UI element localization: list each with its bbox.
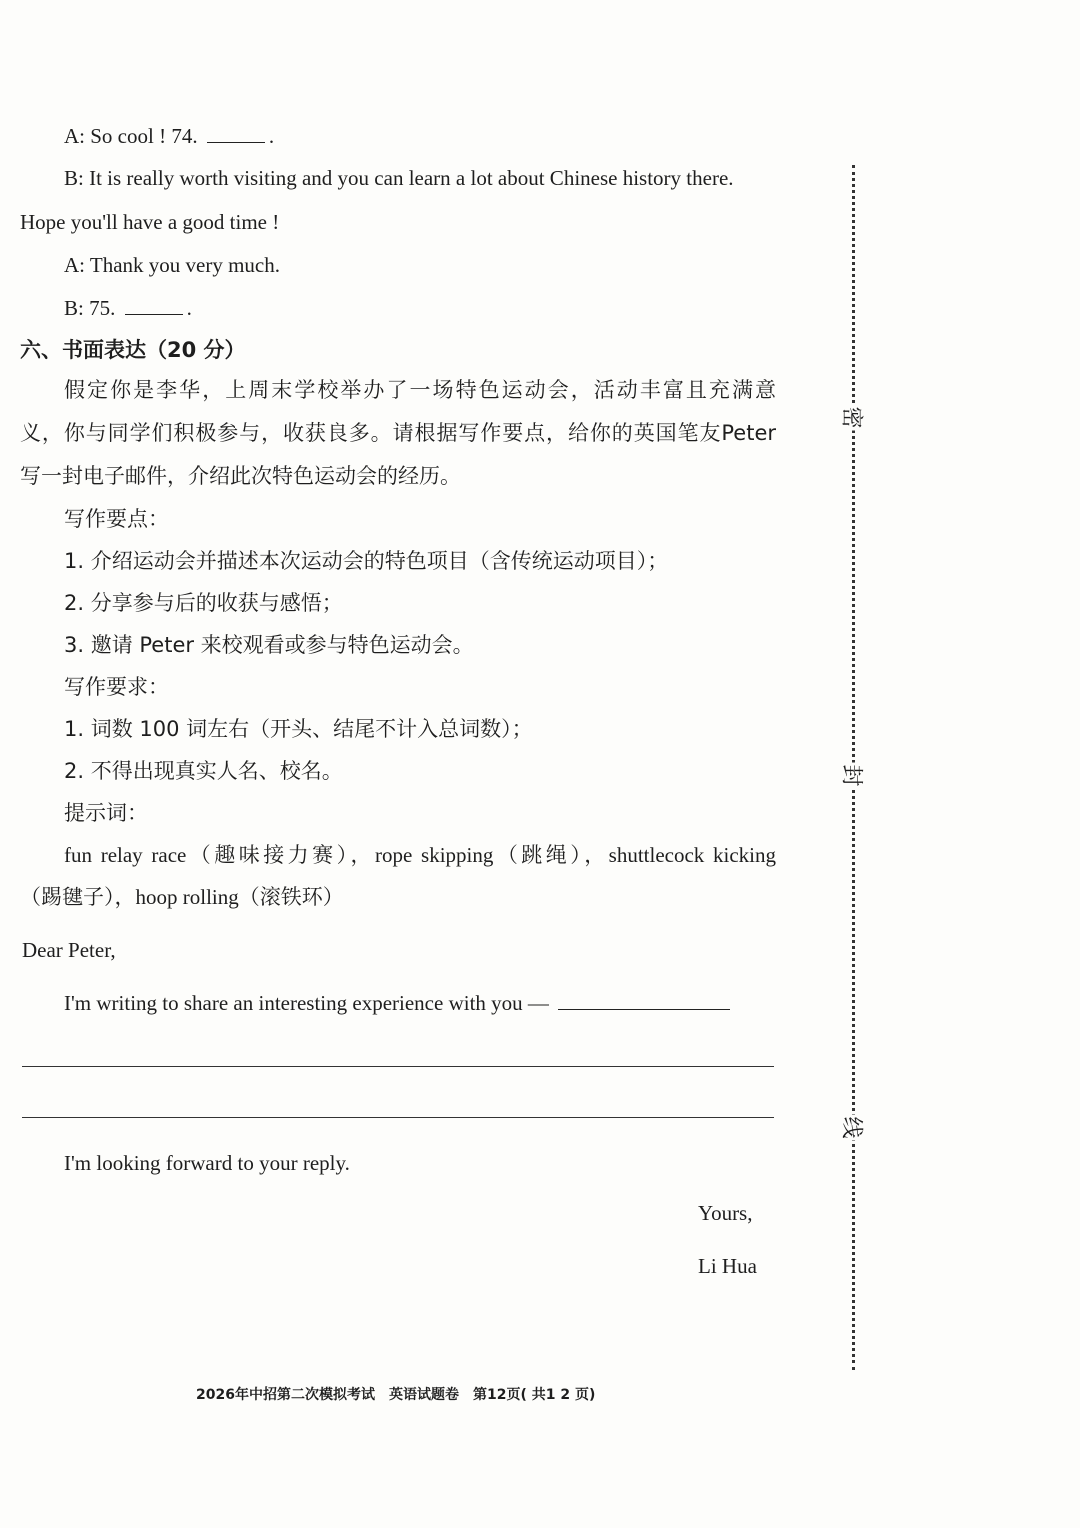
prompt-line-1: 假定你是李华，上周末学校举办了一场特色运动会，活动丰富且充满意 (64, 378, 776, 402)
dialogue-line-74 (64, 122, 274, 150)
letter-opening-text: I'm writing to share an interesting experience with you — (64, 991, 555, 1015)
writing-point-1: 1. 介绍运动会并描述本次运动会的特色项目（含传统运动项目）； (64, 549, 669, 573)
letter-greeting: Dear Peter, (22, 938, 116, 962)
answer-blank-74[interactable] (207, 122, 265, 143)
dialogue-b-text: B: 75. (64, 296, 121, 320)
hint-words-title: 提示词： (64, 801, 148, 825)
seal-char-mi: 密 (838, 405, 869, 431)
answer-blank-75[interactable] (125, 294, 183, 315)
writing-line-2[interactable] (22, 1117, 774, 1118)
prompt-line-2: 义，你与同学们积极参与，收获良多。请根据写作要点，给你的英国笔友Peter (20, 421, 776, 445)
prompt-line-3: 写一封电子邮件，介绍此次特色运动会的经历。 (20, 464, 461, 488)
seal-char-feng: 封 (838, 763, 869, 789)
writing-point-2: 2. 分享参与后的收获与感悟； (64, 591, 343, 615)
writing-point-3: 3. 邀请 Peter 来校观看或参与特色运动会。 (64, 633, 474, 657)
writing-requirement-1: 1. 词数 100 词左右（开头、结尾不计入总词数）； (64, 717, 533, 741)
hint-words-line-1: fun relay race（趣味接力赛），rope skipping（跳绳），shuttlecock kicking (64, 843, 776, 867)
footer-subject: 英语试题卷 (388, 1387, 459, 1403)
writing-line-1[interactable] (22, 1066, 774, 1067)
dialogue-line-75 (64, 294, 192, 322)
dialogue-b-line: B: It is really worth visiting and you can learn a lot about Chinese history there. (64, 166, 734, 190)
dialogue-punct: . (268, 124, 275, 148)
seal-char-xian: 线 (838, 1115, 869, 1141)
footer-page-number: 第12页( 共1 2 页) (472, 1387, 596, 1403)
dialogue-b-line-cont: Hope you'll have a good time ! (20, 210, 280, 234)
letter-opening (64, 989, 734, 1017)
page-footer (196, 1384, 609, 1404)
letter-signoff: Yours, (698, 1201, 753, 1225)
section-title: 六、书面表达（20 分） (20, 338, 246, 362)
writing-requirements-title: 写作要求： (64, 675, 169, 699)
dialogue-punct: . (186, 296, 192, 320)
dialogue-a-line: A: Thank you very much. (64, 253, 280, 277)
writing-requirement-2: 2. 不得出现真实人名、校名。 (64, 759, 343, 783)
footer-exam-name: 2026年中招第二次模拟考试 (196, 1387, 375, 1403)
dialogue-a-text: A: So cool ! 74. (64, 124, 203, 148)
letter-closing: I'm looking forward to your reply. (64, 1151, 350, 1175)
hint-words-line-2: （踢毽子），hoop rolling（滚铁环） (20, 885, 344, 909)
writing-blank-first[interactable] (558, 989, 730, 1010)
letter-signature: Li Hua (698, 1254, 757, 1278)
writing-points-title: 写作要点： (64, 507, 169, 531)
